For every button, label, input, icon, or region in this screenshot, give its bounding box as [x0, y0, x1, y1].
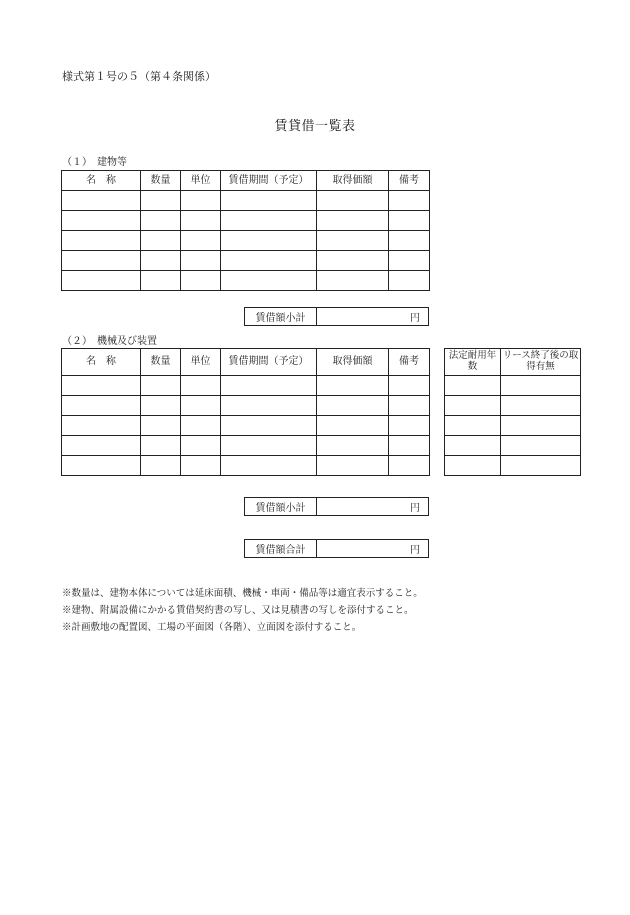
- notes: [62, 585, 423, 636]
- col-remarks-header: 備考: [389, 349, 430, 376]
- table-cell[interactable]: [181, 271, 221, 291]
- table-cell[interactable]: [141, 456, 181, 476]
- section2-label: （２） 機械及び装置: [62, 336, 157, 347]
- table-cell[interactable]: [141, 376, 181, 396]
- table-cell[interactable]: [62, 416, 141, 436]
- yen-unit: 円: [410, 503, 420, 514]
- section2-extra-header-row: [445, 349, 581, 376]
- table-cell[interactable]: [317, 376, 389, 396]
- table-cell[interactable]: [181, 211, 221, 231]
- table-cell[interactable]: [221, 456, 317, 476]
- table-cell[interactable]: [62, 376, 141, 396]
- table-cell[interactable]: [501, 416, 581, 436]
- table-row: [62, 396, 430, 416]
- table-cell[interactable]: [317, 396, 389, 416]
- col-remarks-header: 備考: [389, 171, 430, 191]
- section1-table: [61, 170, 430, 291]
- table-cell[interactable]: [62, 456, 141, 476]
- table-cell[interactable]: [141, 436, 181, 456]
- note-item: ※建物、附属設備にかかる賃借契約書の写し、又は見積書の写しを添付すること。: [62, 605, 414, 616]
- table-cell[interactable]: [389, 211, 430, 231]
- section1-subtotal-field[interactable]: [317, 308, 428, 325]
- table-row: [62, 251, 430, 271]
- table-cell[interactable]: [181, 416, 221, 436]
- table-row: [445, 376, 581, 396]
- table-cell[interactable]: [221, 251, 317, 271]
- section2-header-row: [62, 349, 430, 376]
- table-cell[interactable]: [389, 456, 430, 476]
- table-cell[interactable]: [317, 456, 389, 476]
- table-cell[interactable]: [141, 191, 181, 211]
- section1-subtotal-label: 賃借額小計: [245, 308, 317, 325]
- table-cell[interactable]: [501, 396, 581, 416]
- table-cell[interactable]: [62, 211, 141, 231]
- table-cell[interactable]: [141, 271, 181, 291]
- section1-header-row: [62, 171, 430, 191]
- table-cell[interactable]: [181, 191, 221, 211]
- table-row: [62, 231, 430, 251]
- table-cell[interactable]: [389, 436, 430, 456]
- table-cell[interactable]: [445, 416, 501, 436]
- table-cell[interactable]: [317, 231, 389, 251]
- table-cell[interactable]: [62, 191, 141, 211]
- note-item: ※計画敷地の配置図、工場の平面図（各階）、立面図を添付すること。: [62, 622, 362, 633]
- col-unit-header: 単位: [181, 171, 221, 191]
- note-item: ※数量は、建物本体については延床面積、機械・車両・備品等は適宜表示すること。: [62, 588, 423, 599]
- table-cell[interactable]: [389, 251, 430, 271]
- table-cell[interactable]: [389, 376, 430, 396]
- section2-subtotal-label: 賃借額小計: [245, 498, 317, 515]
- table-cell[interactable]: [181, 376, 221, 396]
- table-cell[interactable]: [181, 456, 221, 476]
- table-cell[interactable]: [62, 436, 141, 456]
- table-cell[interactable]: [317, 436, 389, 456]
- table-cell[interactable]: [221, 376, 317, 396]
- table-cell[interactable]: [141, 251, 181, 271]
- col-useful-life-header: 法定耐用年数: [445, 349, 501, 376]
- table-cell[interactable]: [221, 231, 317, 251]
- table-row: [62, 436, 430, 456]
- total-label: 賃借額合計: [245, 540, 317, 557]
- table-cell[interactable]: [445, 396, 501, 416]
- table-cell[interactable]: [62, 231, 141, 251]
- table-cell[interactable]: [317, 416, 389, 436]
- table-cell[interactable]: [62, 271, 141, 291]
- table-cell[interactable]: [62, 396, 141, 416]
- table-cell[interactable]: [181, 231, 221, 251]
- table-cell[interactable]: [445, 376, 501, 396]
- table-cell[interactable]: [317, 251, 389, 271]
- table-row: [445, 456, 581, 476]
- table-cell[interactable]: [221, 416, 317, 436]
- table-cell[interactable]: [389, 271, 430, 291]
- table-cell[interactable]: [221, 396, 317, 416]
- table-cell[interactable]: [501, 456, 581, 476]
- table-row: [62, 271, 430, 291]
- table-cell[interactable]: [317, 271, 389, 291]
- table-row: [62, 191, 430, 211]
- col-quantity-header: 数量: [141, 349, 181, 376]
- table-cell[interactable]: [181, 251, 221, 271]
- table-cell[interactable]: [221, 191, 317, 211]
- table-cell[interactable]: [221, 436, 317, 456]
- section2-subtotal-box: [244, 497, 429, 516]
- table-cell[interactable]: [389, 191, 430, 211]
- table-cell[interactable]: [445, 456, 501, 476]
- table-cell[interactable]: [389, 416, 430, 436]
- table-row: [62, 416, 430, 436]
- table-cell[interactable]: [389, 396, 430, 416]
- yen-unit: 円: [410, 313, 420, 324]
- table-row: [62, 211, 430, 231]
- table-cell[interactable]: [389, 231, 430, 251]
- table-cell[interactable]: [62, 251, 141, 271]
- section1-label: （１） 建物等: [62, 157, 127, 168]
- table-row: [445, 396, 581, 416]
- table-cell[interactable]: [221, 211, 317, 231]
- table-cell[interactable]: [141, 231, 181, 251]
- yen-unit: 円: [410, 545, 420, 556]
- table-row: [445, 416, 581, 436]
- table-cell[interactable]: [317, 211, 389, 231]
- table-cell[interactable]: [317, 191, 389, 211]
- table-cell[interactable]: [181, 436, 221, 456]
- form-number: 様式第１号の５（第４条関係）: [62, 70, 216, 83]
- section2-table: [61, 348, 430, 476]
- table-cell[interactable]: [445, 436, 501, 456]
- col-post-lease-acquisition-header: リース終了後の取得有無: [501, 349, 581, 376]
- col-name-header: 名 称: [62, 349, 141, 376]
- total-box: [244, 539, 429, 558]
- total-field[interactable]: [317, 540, 428, 557]
- table-cell[interactable]: [501, 376, 581, 396]
- document-title: 賃貸借一覧表: [274, 119, 356, 134]
- section1-subtotal-box: [244, 307, 429, 326]
- table-cell[interactable]: [501, 436, 581, 456]
- table-cell[interactable]: [141, 211, 181, 231]
- table-row: [445, 436, 581, 456]
- col-acquisition-cost-header: 取得価額: [317, 349, 389, 376]
- table-cell[interactable]: [141, 416, 181, 436]
- col-unit-header: 単位: [181, 349, 221, 376]
- table-cell[interactable]: [221, 271, 317, 291]
- table-cell[interactable]: [181, 396, 221, 416]
- col-acquisition-cost-header: 取得価額: [317, 171, 389, 191]
- section2-extra-table: [444, 348, 581, 476]
- table-row: [62, 376, 430, 396]
- table-row: [62, 456, 430, 476]
- col-name-header: 名 称: [62, 171, 141, 191]
- col-lease-period-header: 賃借期間（予定）: [221, 171, 317, 191]
- col-lease-period-header: 賃借期間（予定）: [221, 349, 317, 376]
- section2-subtotal-field[interactable]: [317, 498, 428, 515]
- col-quantity-header: 数量: [141, 171, 181, 191]
- table-cell[interactable]: [141, 396, 181, 416]
